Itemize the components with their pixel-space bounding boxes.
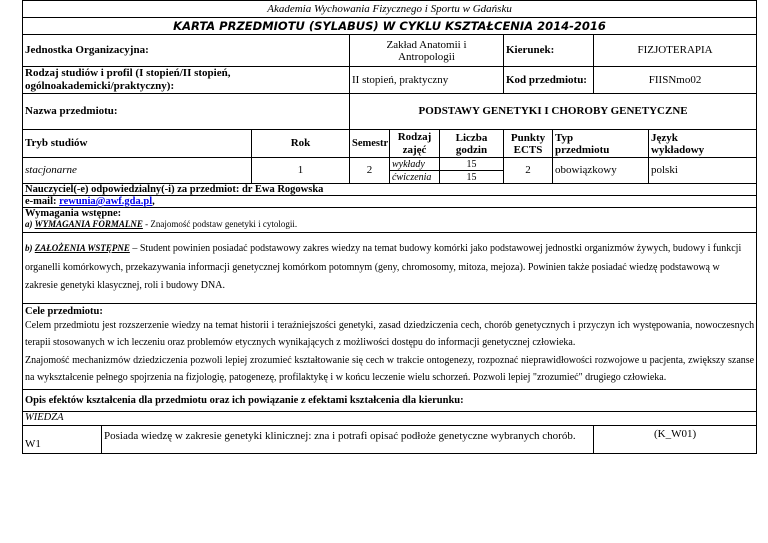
subject-name-label: Nazwa przedmiotu: [23, 94, 350, 130]
requirements-block [23, 208, 757, 304]
assumptions-label: ZAŁOŻENIA WSTĘPNE [34, 243, 130, 253]
hours-header-line2: godzin [455, 143, 488, 156]
email-label: e-mail: [25, 196, 60, 207]
unit-value-line1: Zakład Anatomii i [386, 38, 467, 51]
study-type-value: II stopień, praktyczny [350, 67, 504, 94]
assumptions-prefix: b) [25, 243, 35, 253]
hours-lecture: 15 [440, 158, 504, 171]
teacher-line: Nauczyciel(-e) odpowiedzialny(-i) za przedmiot: dr Ewa Rogowska [23, 184, 757, 196]
semester-header: Semestr [350, 130, 390, 158]
email-suffix: , [152, 196, 155, 207]
subject-code-value: FIISNmo02 [594, 67, 757, 94]
syllabus-table [22, 0, 757, 454]
subject-type-header [553, 130, 649, 158]
email-link[interactable]: rewunia@awf.gda.pl [59, 196, 153, 207]
goals-paragraph-2: Znajomość mechanizmów dziedziczenia pozwoli lepiej zrozumieć kształtowanie się cech w trakcie ontogenezy, rozpoznać nieprawidłowości rozwojowe u pacjenta, zwiększy szanse na wykształcenie pełnego spojrzenia na fizjologię, patogenezę, profilaktykę i w końcu leczenie wielu schorzeń. Pozwoli lepiej "zrozumieć" drugiego człowieka. [25, 354, 755, 383]
year-header: Rok [252, 130, 350, 158]
language-header-line1: Język [651, 131, 678, 144]
institution-name: Akademia Wychowania Fizycznego i Sportu w Gdańsku [23, 1, 757, 18]
hours-header-line1: Liczba [455, 131, 488, 144]
subject-code-label: Kod przedmiotu: [504, 67, 594, 94]
year-value: 1 [252, 158, 350, 184]
subject-type-header-line2: przedmiotu [555, 143, 610, 156]
mode-header: Tryb studiów [23, 130, 252, 158]
effect-code: (K_W01) [594, 425, 757, 453]
hours-exercise: 15 [440, 171, 504, 184]
class-type-header: Rodzaj zajęć [390, 130, 440, 158]
goals-paragraph-1: Celem przedmiotu jest rozszerzenie wiedzy na temat historii i teraźniejszości genetyki, zasad dziedziczenia cech, chorób genetycznych i przyczyn ich występowania, nowoczesnych terapii stosowanych w ich leczeniu oraz problemów etycznych wynikających z możliwości dostępu do informacji genetycznej człowieka. [25, 319, 755, 348]
ects-value: 2 [504, 158, 553, 184]
study-type-label: Rodzaj studiów i profil (I stopień/II stopień, ogólnoakademicki/praktyczny): [23, 67, 350, 94]
card-title: KARTA PRZEDMIOTU (SYLABUS) W CYKLU KSZTAŁCENIA 2014-2016 [23, 18, 757, 35]
syllabus-page [22, 0, 756, 454]
assumptions [25, 233, 754, 302]
assumptions-text: – Student powinien posiadać podstawowy zakres wiedzy na temat budowy komórki jako podstawowej jednostki organizmów żywych, budowy i funkcji organelli komórkowych, przekazywania informacji genetycznej komórkom potomnym (geny, chromosomy, mitoza, mejoza). Powinien także posiadać wiedzę podstawową w zakresie genetyki klasycznej, roli i budowy DNA. [25, 243, 742, 291]
unit-value [350, 35, 504, 67]
hours-header [440, 130, 504, 158]
direction-value: FIZJOTERAPIA [594, 35, 757, 67]
formal-label: WYMAGANIA FORMALNE [34, 219, 143, 229]
mode-value: stacjonarne [23, 158, 252, 184]
class-lecture: wykłady [390, 158, 440, 171]
language-header [649, 130, 757, 158]
direction-label: Kierunek: [504, 35, 594, 67]
formal-prefix: a) [25, 219, 35, 229]
ects-header-line1: Punkty [510, 131, 546, 144]
effects-section-knowledge: WIEDZA [23, 411, 757, 425]
goals-title: Cele przedmiotu: [25, 305, 103, 317]
formal-requirements [25, 219, 754, 232]
effect-text: Posiada wiedzę w zakresie genetyki klinicznej: zna i potrafi opisać podłoże genetyczne wybranych chorób. [102, 425, 594, 453]
language-header-line2: wykładowy [651, 143, 705, 156]
effects-title: Opis efektów kształcenia dla przedmiotu oraz ich powiązanie z efektami kształcenia dla kierunku: [23, 389, 757, 411]
effect-id: W1 [23, 425, 102, 453]
ects-header-line2: ECTS [513, 143, 543, 156]
language-value: polski [649, 158, 757, 184]
email-line [23, 196, 757, 208]
goals-block [23, 303, 757, 389]
class-exercise: ćwiczenia [390, 171, 440, 184]
semester-value: 2 [350, 158, 390, 184]
unit-label: Jednostka Organizacyjna: [23, 35, 350, 67]
subject-type-value: obowiązkowy [553, 158, 649, 184]
formal-text: - Znajomość podstaw genetyki i cytologii. [142, 219, 298, 229]
requirements-title: Wymagania wstępne: [25, 208, 122, 219]
subject-type-header-line1: Typ [555, 131, 574, 144]
ects-header [504, 130, 553, 158]
unit-value-line2: Antropologii [398, 50, 455, 63]
subject-name-value: PODSTAWY GENETYKI I CHOROBY GENETYCZNE [350, 94, 757, 130]
